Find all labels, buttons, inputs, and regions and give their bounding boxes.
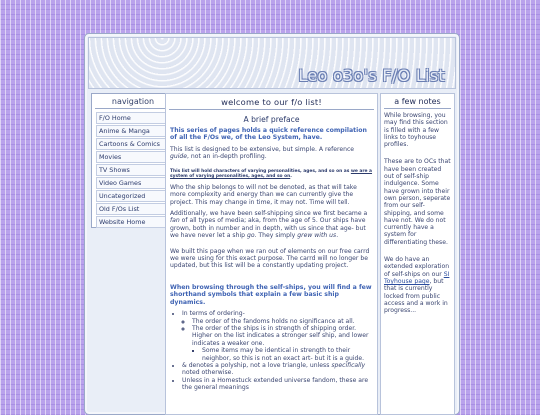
navigation-title: navigation — [95, 94, 171, 109]
nav-item-website-home[interactable]: Website Home — [96, 216, 170, 228]
design-paragraph: This list is designed to be extensive, but simple. A reference guide, not an in-depth profiling. — [170, 145, 355, 161]
carrd-paragraph: We built this page when we ran out of elements on our free carrd we were using for this exact purpose. The carrd will no longer be updated, but this list will be a constantly updating project. — [170, 247, 370, 270]
nav-item-cartoons-comics[interactable]: Cartoons & Comics — [96, 138, 170, 150]
list-item: • In terms of ordering- ◦ The order of the fandoms holds no significance at all. ◦ The order of the ships is in strength of shipping order. Higher on the list indicates a stronger self ship, and lower indicates a weaker one. ▪ Some items may be identical in strength to their neighbor, so this is not an exact art- but it is a guide. — [182, 310, 373, 362]
system-note: This list will hold characters of varying personalities, ages, and so on as we are a system of varying personalities, ages, and so on. — [170, 168, 373, 180]
list-item: • Unless in a Homestuck extended universe fandom, these are the general meanings — [182, 377, 373, 392]
main-content — [165, 93, 378, 415]
si-toyhouse-link[interactable]: SI Toyhouse page — [384, 270, 450, 285]
nav-item-fo-home[interactable]: F/O Home — [96, 112, 170, 124]
notes-paragraph: We do have an extended exploration of self-ships on our SI Toyhouse page, but that is currently locked from public access and a work in progress... — [384, 256, 450, 315]
symbols-list — [182, 310, 373, 391]
site-title: Leo o3o's F/O List — [298, 66, 445, 85]
nav-item-old-fos-list[interactable]: Old F/Os List — [96, 203, 170, 215]
nav-item-uncategorized[interactable]: Uncategorized — [96, 190, 170, 202]
notes-title: a few notes — [384, 94, 451, 109]
preface-title: A brief preface — [243, 115, 300, 124]
notes-paragraph: While browsing, you may find this section is filled with a few links to toyhouse profiles. — [384, 112, 448, 149]
history-paragraph: Additionally, we have been self-shipping since we first became a fan of all types of media; aka, from the age of 5. Our ships have grown, both in number and in depth, with us since that age- but we have never let a ship go. They simply grew with us. — [170, 210, 368, 240]
symbols-intro: When browsing through the self-ships, you will find a few shorthand symbols that explain a few basic ship dynamics. — [170, 283, 372, 306]
intro-text: This series of pages holds a quick reference compilation of all the F/Os we, of the Leo System, have. — [170, 127, 367, 142]
list-item: • & denotes a polyship, not a love triangle, unless specifically noted otherwise. — [182, 362, 373, 377]
nav-item-movies[interactable]: Movies — [96, 151, 170, 163]
notes-panel — [380, 93, 455, 415]
nav-item-video-games[interactable]: Video Games — [96, 177, 170, 189]
ownership-paragraph: Who the ship belongs to will not be denoted, as that will take more complexity and energy than we can currently give the project. This may change in time, it may not. Time will tell. — [170, 183, 357, 206]
navigation-panel — [91, 93, 175, 228]
site-header — [88, 37, 456, 89]
list-item: ▪ Some items may be identical in strength to their neighbor, so this is not an exact art- but it is a guide. — [202, 347, 373, 362]
page-title: welcome to our f/o list! — [169, 94, 374, 110]
nav-item-anime-manga[interactable]: Anime & Manga — [96, 125, 170, 137]
nav-item-tv-shows[interactable]: TV Shows — [96, 164, 170, 176]
list-item: ◦ The order of the fandoms holds no significance at all. — [192, 318, 373, 325]
notes-paragraph: These are to OCs that have been created out of self-ship indulgence. Some have grown into their own person, seperate from our self-shipping, and some have not. We do not currently have a system for differentiating these. — [384, 158, 451, 246]
list-item: ◦ The order of the ships is in strength of shipping order. Higher on the list indicates a stronger self ship, and lower indicates a weaker one. ▪ Some items may be identical in strength to their neighbor, so this is not an exact art- but it is a guide. — [192, 325, 373, 362]
